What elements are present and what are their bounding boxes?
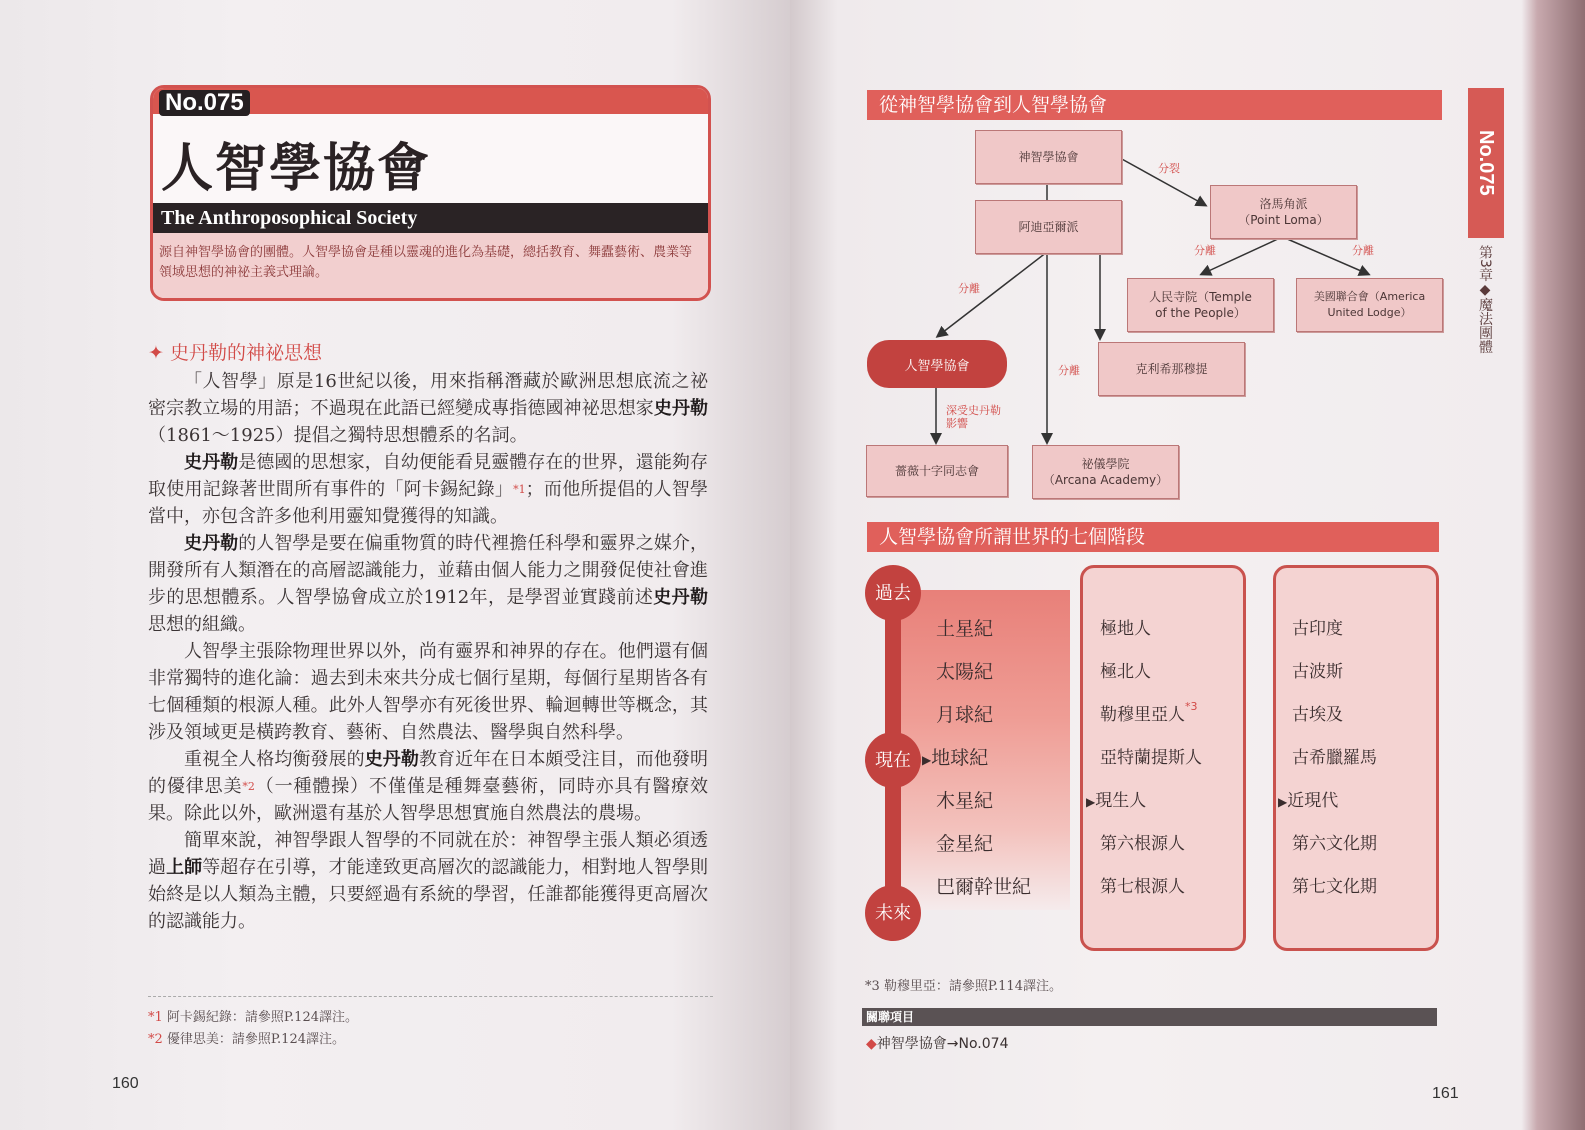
era-past: 過去	[865, 565, 921, 621]
planet-stage: 土星紀	[936, 618, 994, 640]
body-paragraph: 簡單來說，神智學跟人智學的不同就在於：神智學主張人類必須透過上師等超存在引導，才能達致更高層次的認識能力，相對地人智學則始終是以人類為主體，只要經過有系統的學習，任誰都能獲得更高層次的認識能力。	[148, 830, 709, 932]
body-paragraph: 史丹勒是德國的思想家，自幼便能看見靈體存在的世界，還能夠存取使用記錄著世間所有事件的「阿卡錫紀錄」$^{*1}$；而他所提倡的人智學當中，亦包含許多他利用靈知覺獲得的知識。	[148, 452, 709, 527]
diagram-title: 從神智學協會到人智學協會	[867, 90, 1442, 120]
era-future: 未來	[865, 885, 921, 941]
label-separate-3: 分離	[958, 282, 980, 295]
culture-period-current: ▶近現代	[1278, 791, 1339, 811]
planet-stage-current: ▶地球紀	[922, 747, 989, 769]
body-paragraph: 人智學主張除物理世界以外，尚有靈界和神界的存在。他們還有個非常獨特的進化論：過去到未來共分成七個行星期，每個行星期皆各有七個種類的根源人種。此外人智學亦有死後世界、輪迴轉世等概念，其涉及領域更是橫跨教育、藝術、自然農法、醫學與自然科學。	[148, 641, 708, 743]
label-separate-2: 分離	[1352, 244, 1374, 257]
node-united-lodge: 美國聯合會（America United Lodge）	[1296, 278, 1443, 332]
node-krishnamurti: 克利希那穆提	[1098, 342, 1245, 396]
side-entry-number: No.075	[1468, 88, 1504, 238]
root-race: 勒穆里亞人$^{*3}$	[1100, 700, 1198, 725]
label-influence: 深受史丹勒 影響	[946, 404, 1001, 430]
body-paragraph: 「人智學」原是16世紀以後，用來指稱潛藏於歐洲思想底流之祕密宗教立場的用語；不過現在此語已經變成專指德國神祕思想家史丹勒（1861～1925）提倡之獨特思想體系的名詞。	[148, 371, 709, 446]
footnote-3: *3 勒穆里亞：請參照P.114譯注。	[865, 979, 1062, 994]
footnote-2: *2 優律思美：請參照P.124譯注。	[148, 1032, 345, 1047]
label-separate-4: 分離	[1058, 364, 1080, 377]
entry-english-title: The Anthroposophical Society	[153, 203, 708, 233]
section-heading: ✦ 史丹勒的神祕思想	[148, 342, 322, 364]
footnote-1: *1 阿卡錫紀錄：請參照P.124譯注。	[148, 1010, 358, 1025]
entry-number: No.075	[159, 90, 250, 116]
era-present: 現在	[865, 732, 921, 788]
root-race: 第六根源人	[1100, 834, 1185, 854]
page-number-left: 160	[112, 1075, 139, 1092]
related-item[interactable]: ◆神智學協會→No.074	[866, 1036, 1009, 1052]
culture-period: 古埃及	[1292, 705, 1343, 725]
planet-stage: 月球紀	[936, 704, 994, 726]
node-temple-of-the-people: 人民寺院（Temple of the People）	[1127, 278, 1274, 332]
body-paragraph: 重視全人格均衡發展的史丹勒教育近年在日本頗受注目，而他發明的優律思美$^{*2}$（一種體操）不僅僅是種舞臺藝術，同時亦具有醫療效果。除此以外，歐洲還有基於人智學思想實施自然農法的農場。	[148, 749, 709, 824]
planet-stage: 太陽紀	[936, 661, 994, 683]
planet-stage: 巴爾幹世紀	[936, 876, 1032, 898]
label-separate-1: 分離	[1194, 244, 1216, 257]
node-rosicrucian: 薔薇十字同志會	[866, 445, 1008, 497]
page-number-right: 161	[1432, 1085, 1459, 1102]
stages-title: 人智學協會所謂世界的七個階段	[867, 522, 1439, 552]
entry-summary: 源自神智學協會的團體。人智學協會是種以靈魂的進化為基礎，總括教育、舞蠹藝術、農業等領域思想的神祕主義式理論。	[153, 233, 708, 298]
culture-period: 第六文化期	[1292, 834, 1377, 854]
related-label: 關聯項目	[866, 1010, 915, 1024]
node-adyar: 阿迪亞爾派	[975, 200, 1122, 254]
planet-stage: 金星紀	[936, 833, 994, 855]
root-race: 極地人	[1100, 619, 1151, 639]
body-paragraph: 史丹勒的人智學是要在偏重物質的時代裡擔任科學和靈界之媒介，開發所有人類潛在的高層認識能力，並藉由個人能力之開發促使社會進步的思想體系。人智學協會成立於1912年，是學習並實踐前述史丹勒思想的組織。	[148, 533, 709, 635]
node-anthroposophical-society: 人智學協會	[867, 340, 1007, 388]
planet-stage: 木星紀	[936, 790, 994, 812]
culture-period: 第七文化期	[1292, 877, 1377, 897]
side-chapter-label: 第3章◆魔法團體	[1477, 245, 1493, 354]
related-bar	[862, 1008, 1437, 1026]
label-split: 分裂	[1158, 162, 1180, 175]
root-race-current: ▶現生人	[1086, 791, 1147, 811]
node-arcana-academy: 祕儀學院 （Arcana Academy）	[1032, 445, 1179, 499]
node-point-loma: 洛馬角派 （Point Loma）	[1210, 185, 1357, 239]
culture-period: 古希臘羅馬	[1292, 748, 1377, 768]
root-race: 極北人	[1100, 662, 1151, 682]
culture-period: 古波斯	[1292, 662, 1343, 682]
entry-title: 人智學協會	[161, 139, 432, 199]
node-theosophical-society: 神智學協會	[975, 130, 1122, 184]
root-race: 亞特蘭提斯人	[1100, 748, 1202, 768]
root-race: 第七根源人	[1100, 877, 1185, 897]
culture-period: 古印度	[1292, 619, 1343, 639]
